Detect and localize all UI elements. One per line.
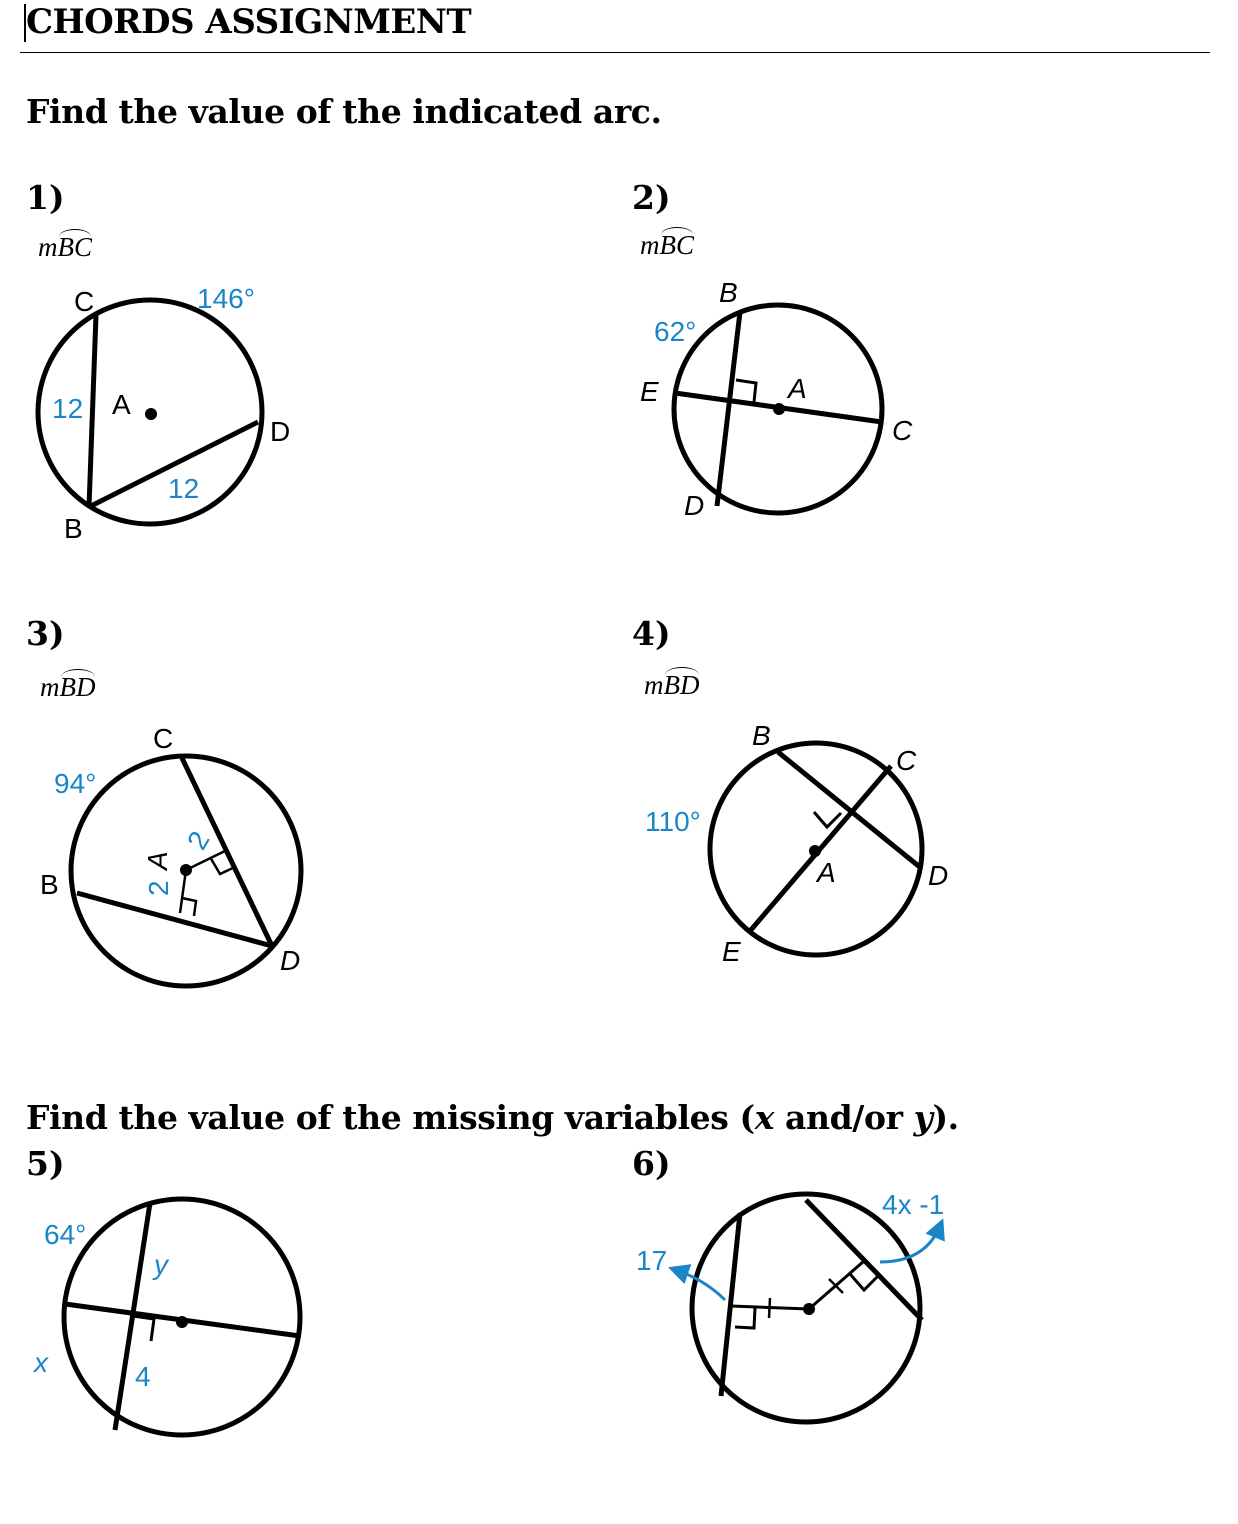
problem-5-y-label: y <box>154 1249 168 1280</box>
section2-heading: Find the value of the missing variables (x and/or y). <box>26 1098 959 1137</box>
problem-3-number: 3) <box>26 614 65 653</box>
problem-1-arc-name: mBC <box>38 232 93 262</box>
problem-6-right-angle-mark-left <box>735 1308 755 1328</box>
problem-5-center-point <box>176 1316 188 1328</box>
problem-4-arc-name: mBD <box>644 670 700 700</box>
problem-1-label-a: A <box>112 389 131 420</box>
problem-3-arc-name: mBD <box>40 672 96 702</box>
problem-4-label-b: B <box>752 720 771 751</box>
problem-2-label-c: C <box>892 415 913 446</box>
problem-6-center-point <box>803 1303 815 1315</box>
problem-1-center-point <box>145 408 157 420</box>
problem-4-label-e: E <box>722 936 741 967</box>
problem-3-chord-cd <box>182 758 272 946</box>
problem-2-right-angle-mark <box>736 380 756 402</box>
problem-4-label-a: A <box>817 857 836 888</box>
problem-2-number: 2) <box>632 178 671 217</box>
problem-4-arc-eb-value: 110° <box>645 806 701 837</box>
problem-1-label-b: B <box>64 513 83 544</box>
problem-3-arc-bc-value: 94° <box>54 768 97 799</box>
problem-4-number: 4) <box>632 614 671 653</box>
problem-6-left-arrow <box>676 1270 725 1300</box>
problem-1-arc-cd-value: 146° <box>197 283 255 314</box>
problem-3-label-b: B <box>40 869 59 900</box>
problem-3-dist-bd-value: 2 <box>143 880 174 896</box>
problem-6-right-angle-mark-right <box>850 1274 878 1290</box>
problem-1-chord-cb <box>89 315 96 507</box>
problem-1-number: 1) <box>26 178 65 217</box>
problem-5-arc-value: 64° <box>44 1219 87 1250</box>
problem-5-right-angle-mark <box>133 1316 154 1341</box>
problem-1-chord-cb-value: 12 <box>52 393 84 424</box>
problem-4-label-d: D <box>928 860 949 891</box>
problem-3-dist-cd-value: 2 <box>181 825 216 855</box>
problem-6-figure <box>636 1189 944 1422</box>
problem-1-figure <box>38 283 290 544</box>
problem-6-left-value: 17 <box>636 1245 668 1276</box>
section1-heading: Find the value of the indicated arc. <box>26 92 662 131</box>
problem-1-label-d: D <box>270 416 291 447</box>
problem-3-label-d: D <box>280 945 301 976</box>
problem-1-chord-bd-value: 12 <box>168 473 200 504</box>
assignment-title: CHORDS ASSIGNMENT <box>26 2 472 42</box>
problem-2-label-e: E <box>640 376 659 407</box>
problem-2-label-b: B <box>719 277 738 308</box>
problem-2-figure <box>640 277 913 521</box>
problem-4-chord-ce <box>750 766 891 931</box>
problem-5-figure <box>32 1199 300 1435</box>
problem-6-number: 6) <box>632 1144 671 1183</box>
problem-3-center-point <box>180 864 192 876</box>
problem-6-chord-left <box>721 1213 740 1396</box>
problem-2-label-d: D <box>684 490 705 521</box>
problem-5-x-label: x <box>34 1347 48 1378</box>
problem-3-chord-bd <box>77 893 272 946</box>
problem-4-center-point <box>809 845 821 857</box>
problem-2-arc-name: mBC <box>640 230 695 260</box>
problem-3-label-c: C <box>153 723 174 754</box>
problem-4-label-c: C <box>896 745 917 776</box>
problem-3-right-angle-mark-bd <box>182 898 196 916</box>
problem-4-figure <box>645 720 948 967</box>
problem-6-tick-left <box>769 1298 770 1318</box>
problem-5-number: 5) <box>26 1144 65 1183</box>
problem-6-right-value: 4x -1 <box>882 1189 945 1220</box>
problem-2-arc-eb-value: 62° <box>654 316 697 347</box>
problem-3-label-a: A <box>142 851 173 870</box>
problem-2-chord-bd <box>717 312 740 506</box>
problem-2-center-point <box>773 403 785 415</box>
problem-1-label-c: C <box>74 286 95 317</box>
problem-2-label-a: A <box>788 373 807 404</box>
problem-4-right-angle-mark <box>814 812 841 827</box>
problem-3-figure <box>40 723 301 986</box>
problem-5-segment-value: 4 <box>135 1361 151 1392</box>
problem-3-distance-to-bd <box>180 870 186 913</box>
